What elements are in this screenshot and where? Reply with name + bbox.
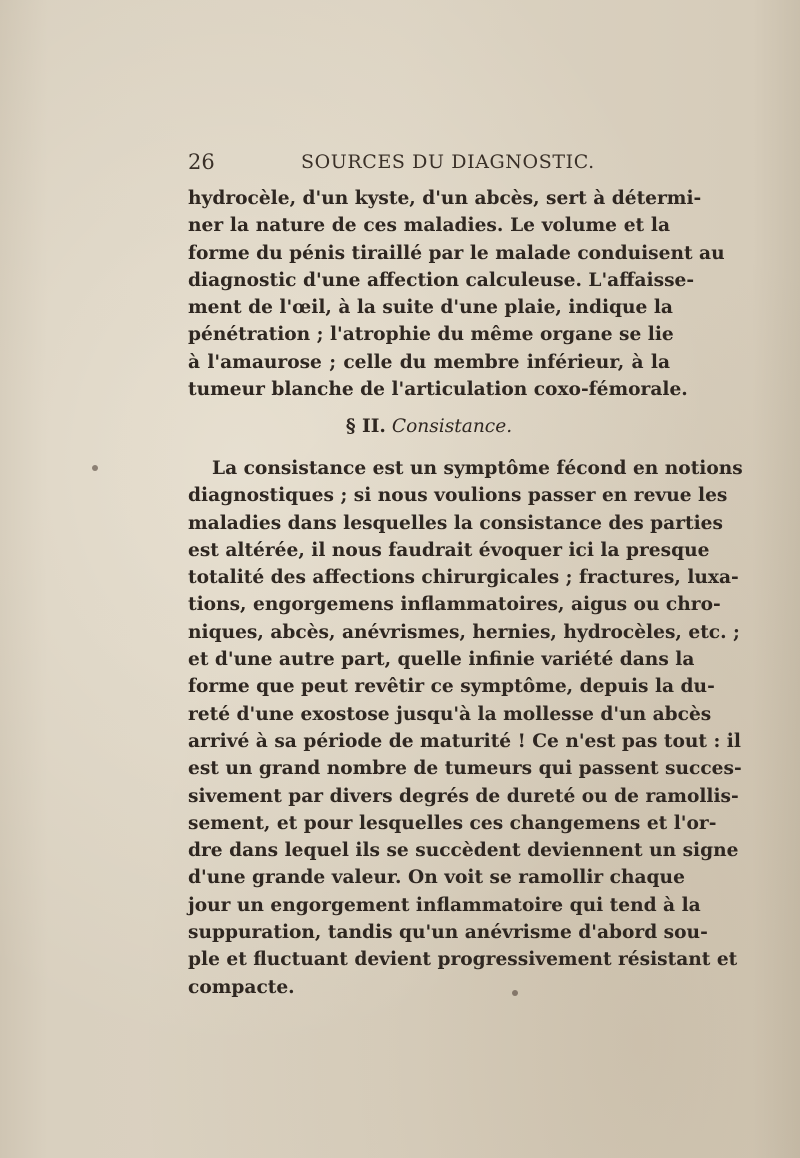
text-line: hydrocèle, d'un kyste, d'un abcès, sert à détermi- xyxy=(188,188,702,209)
text-line: d'une grande valeur. On voit se ramollir chaque xyxy=(188,867,685,889)
text-line: jour un engorgement inflammatoire qui tend à la xyxy=(188,894,701,916)
text-line: à l'amaurose ; celle du membre inférieur, à la xyxy=(188,351,670,373)
text-line: forme du pénis tiraillé par le malade conduisent au xyxy=(188,242,725,264)
text-line: arrivé à sa période de maturité ! Ce n'est pas tout : il xyxy=(188,730,741,752)
text-line: est un grand nombre de tumeurs qui passent succes- xyxy=(188,758,742,780)
text-line: reté d'une exostose jusqu'à la mollesse d'un abcès xyxy=(188,703,712,725)
text-line: pénétration ; l'atrophie du même organe se lie xyxy=(188,324,674,346)
paragraph-2 xyxy=(188,455,743,1001)
page-header xyxy=(188,150,668,180)
text-line: tumeur blanche de l'articulation coxo-fémorale. xyxy=(188,379,688,401)
text-line: compacte. xyxy=(188,976,295,998)
text-line: La consistance est un symptôme fécond en notions xyxy=(212,458,743,479)
section-title: Consistance. xyxy=(391,416,513,437)
text-line: totalité des affections chirurgicales ; fractures, luxa- xyxy=(188,567,739,589)
paper-speck xyxy=(92,465,98,471)
text-line: ple et fluctuant devient progressivement résistant et xyxy=(188,949,738,971)
text-line: ment de l'œil, à la suite d'une plaie, indique la xyxy=(188,297,673,319)
text-line: sivement par divers degrés de dureté ou de ramollis- xyxy=(188,785,739,807)
paper-speck xyxy=(512,990,518,996)
text-line: diagnostiques ; si nous voulions passer en revue les xyxy=(188,485,728,507)
text-line: est altérée, il nous faudrait évoquer ici la presque xyxy=(188,539,710,561)
text-line: suppuration, tandis qu'un anévrisme d'abord sou- xyxy=(188,922,708,944)
page-number: 26 xyxy=(188,150,215,174)
text-line: dre dans lequel ils se succèdent deviennent un signe xyxy=(188,840,739,862)
text-line: niques, abcès, anévrismes, hernies, hydrocèles, etc. ; xyxy=(188,621,740,643)
text-line: forme que peut revêtir ce symptôme, depuis la du- xyxy=(188,676,715,698)
section-heading xyxy=(188,416,670,437)
section-number: § II. xyxy=(345,416,386,437)
paragraph-1 xyxy=(188,185,725,403)
text-line: diagnostic d'une affection calculeuse. L'affaisse- xyxy=(188,269,695,291)
text-line: et d'une autre part, quelle infinie variété dans la xyxy=(188,649,695,671)
text-line: tions, engorgemens inflammatoires, aigus ou chro- xyxy=(188,594,721,616)
text-line: sement, et pour lesquelles ces changemens et l'or- xyxy=(188,812,717,834)
running-title: SOURCES DU DIAGNOSTIC. xyxy=(301,151,595,173)
text-line: ner la nature de ces maladies. Le volume et la xyxy=(188,215,670,237)
text-line: maladies dans lesquelles la consistance des parties xyxy=(188,512,723,534)
